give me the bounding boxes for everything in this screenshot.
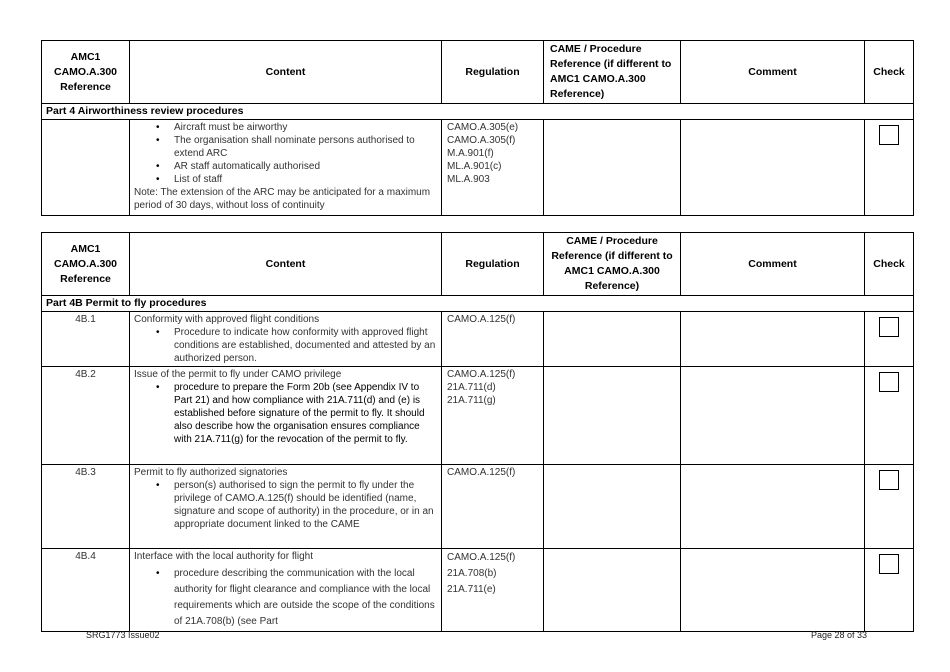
regulation-ref: CAMO.A.125(f): [447, 369, 516, 380]
content-cell: [130, 549, 442, 632]
header-content: Content: [130, 41, 442, 104]
header-ref: AMC1 CAMO.A.300 Reference: [42, 233, 130, 296]
regulation-cell: [442, 120, 544, 216]
regulation-cell: [442, 367, 544, 465]
regulation-ref: 21A.711(e): [447, 584, 496, 595]
header-came: CAME / Procedure Reference (if different to AMC1 CAMO.A.300 Reference): [544, 41, 681, 104]
footer-doc-id: SRG1773 Issue02: [86, 630, 160, 640]
list-item: • AR staff automatically authorised: [174, 160, 437, 173]
header-regulation: Regulation: [442, 233, 544, 296]
bullet-list: [134, 121, 437, 186]
regulation-ref: CAMO.A.125(f): [447, 467, 516, 478]
check-cell: [865, 367, 914, 465]
check-cell: [865, 549, 914, 632]
row-title: Interface with the local authority for flight: [134, 551, 313, 562]
regulation-cell: [442, 549, 544, 632]
header-check: Check: [865, 41, 914, 104]
list-item: • person(s) authorised to sign the permit to fly under the privilege of CAMO.A.125(f) should be identified (name, signature and scope of authority) in the procedure, or in an appropriate document linked to the CAME: [174, 479, 437, 531]
came-cell[interactable]: [544, 465, 681, 549]
bullet-list: [134, 566, 437, 630]
header-comment: Comment: [681, 41, 865, 104]
ref-cell: 4B.1: [42, 312, 130, 367]
list-item: • The organisation shall nominate persons authorised to extend ARC: [174, 134, 437, 160]
regulation-ref: CAMO.A.305(e): [447, 122, 519, 133]
header-came: CAME / Procedure Reference (if different to AMC1 CAMO.A.300 Reference): [544, 233, 681, 296]
checkbox[interactable]: [879, 372, 899, 392]
list-item: • Procedure to indicate how conformity with approved flight conditions are established, documented and attested by an authorized person.: [174, 326, 437, 365]
table-row: [42, 120, 914, 216]
table-header-row: [42, 233, 914, 296]
list-item: • Aircraft must be airworthy: [174, 121, 437, 134]
comment-cell[interactable]: [681, 120, 865, 216]
bullet-list: [134, 326, 437, 365]
table-row: [42, 549, 914, 632]
ref-cell: 4B.2: [42, 367, 130, 465]
check-cell: [865, 120, 914, 216]
comment-cell[interactable]: [681, 465, 865, 549]
content-cell: [130, 367, 442, 465]
bullet-list: [134, 479, 437, 531]
regulation-ref: M.A.901(f): [447, 148, 494, 159]
regulation-ref: 21A.708(b): [447, 568, 497, 579]
header-content: Content: [130, 233, 442, 296]
came-cell[interactable]: [544, 120, 681, 216]
section-row: [42, 104, 914, 120]
header-check: Check: [865, 233, 914, 296]
comment-cell[interactable]: [681, 367, 865, 465]
bullet-list: [134, 381, 437, 446]
comment-cell[interactable]: [681, 312, 865, 367]
table-header-row: [42, 41, 914, 104]
checkbox[interactable]: [879, 554, 899, 574]
section-row: [42, 296, 914, 312]
content-cell: [130, 312, 442, 367]
section-title: Part 4B Permit to fly procedures: [42, 296, 914, 312]
content-cell: [130, 120, 442, 216]
header-comment: Comment: [681, 233, 865, 296]
came-cell[interactable]: [544, 549, 681, 632]
row-title: Conformity with approved flight conditions: [134, 314, 320, 325]
regulation-ref: CAMO.A.125(f): [447, 314, 516, 325]
list-item: • procedure to prepare the Form 20b (see Appendix IV to Part 21) and how compliance with 21A.711(d) and (e) is established before signature of the permit to fly. It should also describe how the organisation ensures compliance with 21A.711(g) for the revocation of the permit to fly.: [174, 381, 437, 446]
regulation-ref: 21A.711(d): [447, 382, 496, 393]
regulation-ref: ML.A.903: [447, 174, 490, 185]
row-title: Issue of the permit to fly under CAMO privilege: [134, 369, 342, 380]
content-cell: [130, 465, 442, 549]
ref-cell: 4B.3: [42, 465, 130, 549]
check-cell: [865, 465, 914, 549]
regulation-ref: CAMO.A.305(f): [447, 135, 516, 146]
ref-cell: 4B.4: [42, 549, 130, 632]
regulation-ref: 21A.711(g): [447, 395, 496, 406]
footer-page-number: Page 28 of 33: [811, 630, 868, 640]
regulation-ref: ML.A.901(c): [447, 161, 502, 172]
row-title: Permit to fly authorized signatories: [134, 467, 288, 478]
table-part4b: [41, 232, 914, 632]
list-item: • List of staff: [174, 173, 437, 186]
header-ref: AMC1 CAMO.A.300 Reference: [42, 41, 130, 104]
checkbox[interactable]: [879, 317, 899, 337]
table-row: [42, 465, 914, 549]
check-cell: [865, 312, 914, 367]
came-cell[interactable]: [544, 312, 681, 367]
header-regulation: Regulation: [442, 41, 544, 104]
ref-cell: [42, 120, 130, 216]
table-row: [42, 367, 914, 465]
comment-cell[interactable]: [681, 549, 865, 632]
regulation-cell: [442, 465, 544, 549]
table-row: [42, 312, 914, 367]
checkbox[interactable]: [879, 125, 899, 145]
regulation-cell: [442, 312, 544, 367]
regulation-ref: CAMO.A.125(f): [447, 552, 516, 563]
came-cell[interactable]: [544, 367, 681, 465]
list-item: • procedure describing the communication with the local authority for flight clearance and compliance with the local requirements which are outside the scope of the conditions of 21A.708(b) (see Part: [174, 566, 437, 630]
note-text: Note: The extension of the ARC may be anticipated for a maximum period of 30 days, without loss of continuity: [134, 187, 431, 211]
section-title: Part 4 Airworthiness review procedures: [42, 104, 914, 120]
checkbox[interactable]: [879, 470, 899, 490]
table-part4: [41, 40, 914, 216]
